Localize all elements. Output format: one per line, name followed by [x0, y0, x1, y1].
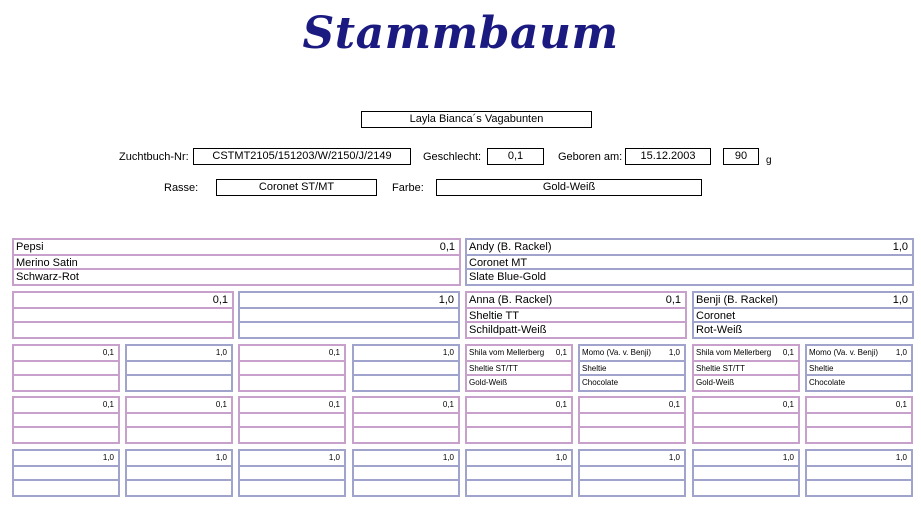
geschlecht-label: Geschlecht:: [423, 151, 482, 163]
animal-name: Shila vom Mellerberg: [696, 348, 772, 357]
animal-breed: Sheltie ST/TT: [696, 364, 745, 373]
gen4-male-card[interactable]: [465, 449, 573, 497]
sex-value: 0,1: [668, 400, 680, 409]
gen3-card-4[interactable]: [352, 344, 460, 392]
parent-father-card[interactable]: [465, 238, 914, 286]
gen3-card-7[interactable]: [692, 344, 800, 392]
gen4-female-card[interactable]: [238, 396, 346, 444]
gen4-male-card[interactable]: [238, 449, 346, 497]
rasse-label: Rasse:: [164, 182, 199, 194]
farbe-field[interactable]: Gold-Weiß: [436, 179, 702, 196]
kennel-name-field[interactable]: Layla Bianca´s Vagabunten: [361, 111, 592, 128]
gen4-male-card[interactable]: [578, 449, 686, 497]
animal-breed: Merino Satin: [16, 257, 78, 268]
sex-value: 1,0: [668, 348, 680, 357]
sex-value: 1,0: [442, 348, 454, 357]
rasse-field[interactable]: Coronet ST/MT: [216, 179, 377, 196]
sex-value: 1,0: [442, 453, 454, 462]
sex-value: 1,0: [215, 453, 227, 462]
page-title: Stammbaum: [302, 8, 619, 59]
animal-name: Anna (B. Rackel): [469, 294, 553, 306]
gen3-card-6[interactable]: [578, 344, 686, 392]
gen4-female-card[interactable]: [578, 396, 686, 444]
sex-value: 1,0: [892, 241, 908, 253]
sex-value: 1,0: [555, 453, 567, 462]
gen4-female-card[interactable]: [12, 396, 120, 444]
sex-value: 1,0: [668, 453, 680, 462]
sex-value: 0,1: [102, 348, 114, 357]
zuchtbuch-label: Zuchtbuch-Nr:: [119, 151, 189, 163]
sex-value: 0,1: [782, 348, 794, 357]
animal-color: Slate Blue-Gold: [469, 271, 547, 282]
sex-value: 0,1: [895, 400, 907, 409]
gen4-female-card[interactable]: [125, 396, 233, 444]
sex-value: 1,0: [895, 348, 907, 357]
sex-value: 1,0: [102, 453, 114, 462]
animal-breed: Sheltie TT: [469, 310, 519, 321]
animal-name: Benji (B. Rackel): [696, 294, 778, 306]
animal-color: Gold-Weiß: [469, 378, 508, 387]
grandmother-1-card[interactable]: [12, 291, 234, 339]
parent-mother-card[interactable]: [12, 238, 461, 286]
geschlecht-field[interactable]: 0,1: [487, 148, 544, 165]
sex-value: 0,1: [102, 400, 114, 409]
zuchtbuch-field[interactable]: CSTMT2105/151203/W/2150/J/2149: [193, 148, 411, 165]
gen3-card-2[interactable]: [125, 344, 233, 392]
sex-value: 1,0: [438, 294, 454, 306]
gen3-card-1[interactable]: [12, 344, 120, 392]
animal-name: Pepsi: [16, 241, 44, 253]
gen4-female-card[interactable]: [692, 396, 800, 444]
sex-value: 0,1: [782, 400, 794, 409]
sex-value: 1,0: [895, 453, 907, 462]
animal-breed: Coronet MT: [469, 257, 528, 268]
gewicht-field[interactable]: 90: [723, 148, 759, 165]
gen4-female-card[interactable]: [465, 396, 573, 444]
animal-color: Schildpatt-Weiß: [469, 324, 547, 335]
grandfather-1-card[interactable]: [238, 291, 460, 339]
animal-name: Momo (Va. v. Benji): [582, 348, 652, 357]
sex-value: 0,1: [442, 400, 454, 409]
gen4-male-card[interactable]: [805, 449, 913, 497]
sex-value: 0,1: [555, 400, 567, 409]
grandmother-2-card[interactable]: [465, 291, 687, 339]
animal-color: Gold-Weiß: [696, 378, 735, 387]
animal-breed: Sheltie ST/TT: [469, 364, 518, 373]
sex-value: 0,1: [665, 294, 681, 306]
animal-color: Chocolate: [582, 378, 619, 387]
sex-value: 1,0: [892, 294, 908, 306]
sex-value: 0,1: [328, 400, 340, 409]
gen3-card-8[interactable]: [805, 344, 913, 392]
gen3-card-5[interactable]: [465, 344, 573, 392]
gewicht-unit: g: [766, 155, 772, 166]
sex-value: 0,1: [212, 294, 228, 306]
sex-value: 1,0: [782, 453, 794, 462]
geboren-label: Geboren am:: [558, 151, 623, 163]
animal-breed: Sheltie: [809, 364, 834, 373]
sex-value: 0,1: [328, 348, 340, 357]
sex-value: 0,1: [439, 241, 455, 253]
sex-value: 1,0: [328, 453, 340, 462]
gen4-male-card[interactable]: [12, 449, 120, 497]
farbe-label: Farbe:: [392, 182, 424, 194]
animal-breed: Sheltie: [582, 364, 607, 373]
animal-name: Shila vom Mellerberg: [469, 348, 545, 357]
animal-breed: Coronet: [696, 310, 736, 321]
sex-value: 0,1: [555, 348, 567, 357]
gen4-male-card[interactable]: [125, 449, 233, 497]
animal-color: Rot-Weiß: [696, 324, 743, 335]
animal-color: Chocolate: [809, 378, 846, 387]
animal-color: Schwarz-Rot: [16, 271, 79, 282]
sex-value: 1,0: [215, 348, 227, 357]
animal-name: Momo (Va. v. Benji): [809, 348, 879, 357]
gen4-female-card[interactable]: [352, 396, 460, 444]
sex-value: 0,1: [215, 400, 227, 409]
animal-name: Andy (B. Rackel): [469, 241, 552, 253]
gen4-male-card[interactable]: [352, 449, 460, 497]
grandfather-2-card[interactable]: [692, 291, 914, 339]
geboren-field[interactable]: 15.12.2003: [625, 148, 711, 165]
gen4-female-card[interactable]: [805, 396, 913, 444]
gen3-card-3[interactable]: [238, 344, 346, 392]
gen4-male-card[interactable]: [692, 449, 800, 497]
